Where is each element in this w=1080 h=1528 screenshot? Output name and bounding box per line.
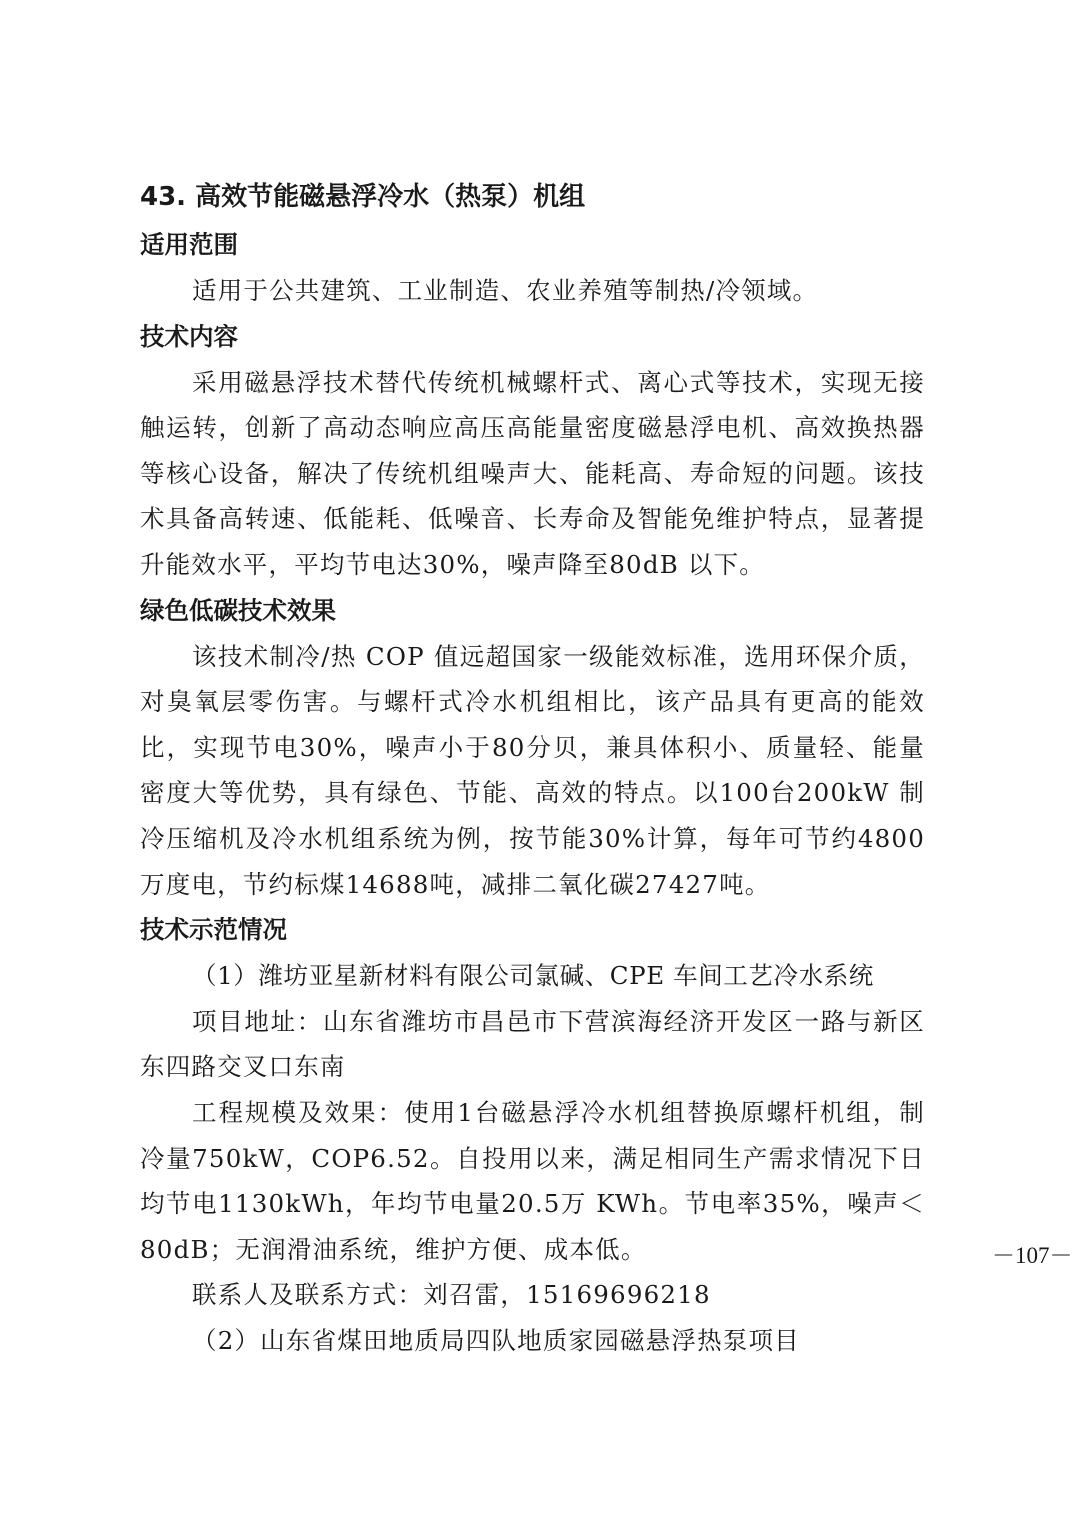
low-carbon-effect-paragraph: 该技术制冷/热 COP 值远超国家一级能效标准，选用环保介质，对臭氧层零伤害。与螺杆式冷水机组相比，该产品具有更高的能效比，实现节电30%，噪声小于80分贝，兼具体积小、质量轻、能量密度大等优势，具有绿色、节能、高效的特点。以100台200kW 制冷压缩机及冷水机组系统为例，按节能30%计算，每年可节约4800万度电，节约标煤14688吨，减排二氧化碳27427吨。 xyxy=(140,641,925,899)
demo-project-1-title: （1）潍坊亚星新材料有限公司氯碱、CPE 车间工艺冷水系统 xyxy=(192,961,874,991)
section-low-carbon-effect xyxy=(140,588,925,908)
section-heading-low-carbon-effect: 绿色低碳技术效果 xyxy=(140,595,336,625)
scope-paragraph: 适用于公共建筑、工业制造、农业养殖等制热/冷领域。 xyxy=(192,276,819,305)
section-technical-content xyxy=(140,314,925,588)
document-title: 43. 高效节能磁悬浮冷水（热泵）机组 xyxy=(140,182,586,212)
demo-project-2-title: （2）山东省煤田地质局四队地质家园磁悬浮热泵项目 xyxy=(192,1325,800,1355)
section-scope xyxy=(140,222,925,314)
section-heading-demonstration: 技术示范情况 xyxy=(140,915,287,945)
page-number: －107－ xyxy=(992,1243,1073,1268)
document-page xyxy=(140,172,1073,1363)
demo-project-1-address: 项目地址：山东省潍坊市昌邑市下营滨海经济开发区一路与新区东四路交叉口东南 xyxy=(140,1006,925,1082)
demo-project-1-contact: 联系人及联系方式：刘召雷，15169696218 xyxy=(192,1280,711,1310)
section-demonstration xyxy=(140,907,925,1363)
technical-content-paragraph: 采用磁悬浮技术替代传统机械螺杆式、离心式等技术，实现无接触运转，创新了高动态响应高压高能量密度磁悬浮电机、高效换热器等核心设备，解决了传统机组噪声大、能耗高、寿命短的问题。该技术具备高转速、低能耗、低噪音、长寿命及智能免维护特点，显著提升能效水平，平均节电达30%，噪声降至80dB 以下。 xyxy=(140,367,925,579)
demo-project-1-scale-effect: 工程规模及效果：使用1台磁悬浮冷水机组替换原螺杆机组，制冷量750kW，COP6.52。自投用以来，满足相同生产需求情况下日均节电1130kWh，年均节电量20.5万 KWh。节电率35%，噪声＜80dB；无润滑油系统，维护方便、成本低。 xyxy=(140,1097,925,1264)
section-heading-technical-content: 技术内容 xyxy=(140,321,238,351)
section-heading-scope: 适用范围 xyxy=(140,230,238,259)
